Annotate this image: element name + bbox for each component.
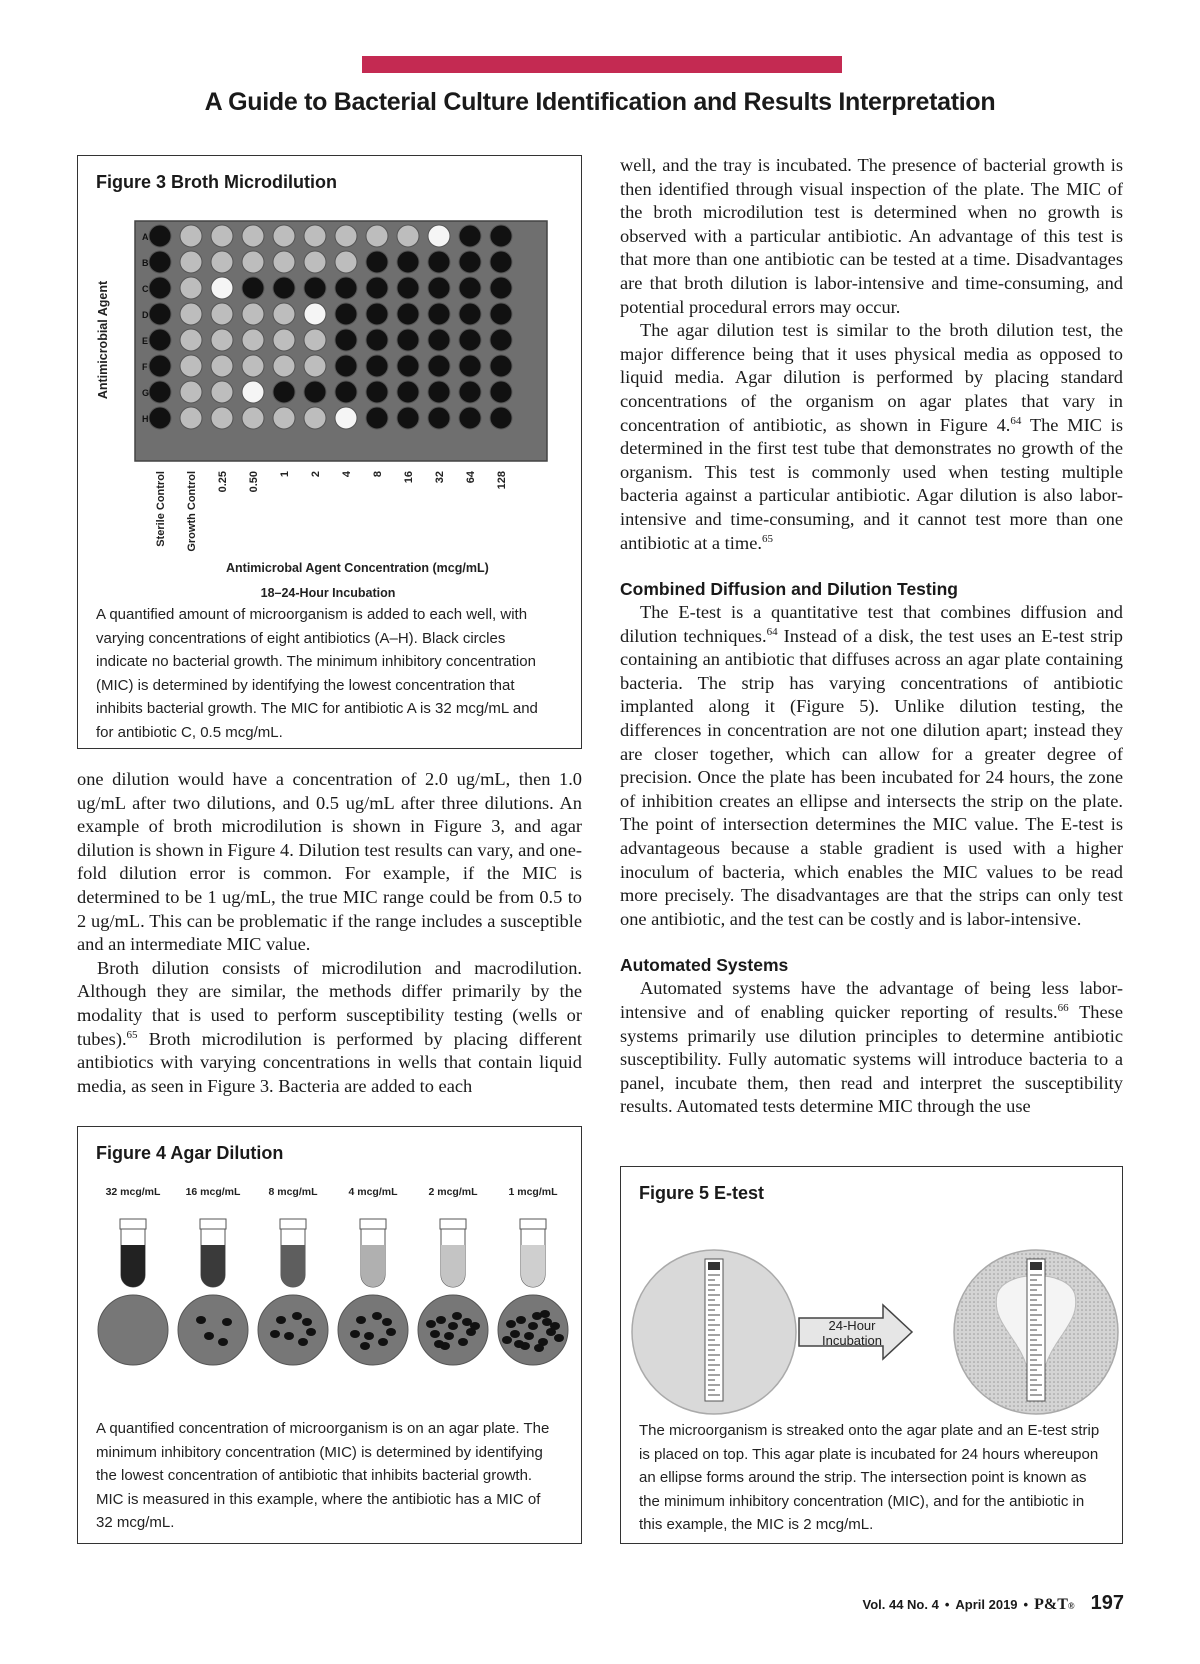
figure-3-caption: A quantified amount of microorganism is added to each well, with varying concentrations of eight antibiotics (A–H). Black circles indicate no bacterial growth. The minimum inhibitory concentration (MIC) is determined by identifying the lowest concentration that inhibits bacterial growth. The MIC for antibiotic A is 32 mcg/mL and for antibiotic C, 0.5 mcg/mL. <box>96 606 538 741</box>
reference: 64 <box>766 625 778 638</box>
reference: 64 <box>1010 414 1022 427</box>
reference: 65 <box>126 1028 138 1041</box>
well <box>242 277 264 299</box>
colony <box>356 1316 366 1324</box>
well <box>397 381 419 403</box>
well <box>304 225 326 247</box>
paragraph: Broth dilution consists of microdilution and macrodilution. Although they are similar, the methods differ primarily by the modality that is used to perform susceptibility testing (wells or tubes).$^{65}$ Broth microdilution is performed by placing different antibiotics with varying concentrations in wells that contain liquid media, as seen in Figure 3. Bacteria are added to each <box>77 957 582 1096</box>
page-title: A Guide to Bacterial Culture Identification and Results Interpretation <box>204 88 996 116</box>
well <box>242 381 264 403</box>
colony <box>298 1338 308 1346</box>
tube-liquid <box>121 1245 145 1287</box>
incubation-label: 18–24-Hour Incubation <box>260 586 396 600</box>
row-label: D <box>142 310 149 320</box>
well <box>180 381 202 403</box>
section-heading: Combined Diffusion and Dilution Testing <box>620 579 958 600</box>
well <box>304 251 326 273</box>
tube-liquid <box>361 1245 385 1287</box>
footer-separator: • <box>944 1597 950 1612</box>
well <box>366 407 388 429</box>
section-heading: Automated Systems <box>620 955 789 976</box>
colony <box>444 1332 454 1340</box>
well <box>428 225 450 247</box>
well <box>149 303 171 325</box>
well <box>273 277 295 299</box>
well <box>211 225 233 247</box>
tube-cap <box>520 1219 546 1229</box>
figure-5-box <box>620 1166 1123 1544</box>
column-label: 1 <box>279 471 291 478</box>
colony <box>350 1330 360 1338</box>
well <box>335 407 357 429</box>
well <box>242 251 264 273</box>
well <box>180 277 202 299</box>
colony <box>436 1316 446 1324</box>
well <box>459 251 481 273</box>
well <box>366 251 388 273</box>
row-label: C <box>142 284 149 294</box>
well <box>335 381 357 403</box>
colony <box>534 1344 544 1352</box>
well <box>397 355 419 377</box>
colony <box>516 1316 526 1324</box>
paragraph: one dilution would have a concentration of 2.0 ug/mL, then 1.0 ug/mL after two dilutions, and 0.5 ug/mL after three dilutions. An example of broth microdilution is shown in Figure 3, and agar dilution is shown in Figure 4. Dilution test results can vary, and one-fold dilution error is common. For example, if the MIC is determined to be 1 ug/mL, the true MIC range could be from 0.5 to 2 ug/mL. This can be problematic if the range includes a susceptible and an intermediate MIC value. <box>77 769 582 955</box>
well <box>397 329 419 351</box>
colony <box>364 1332 374 1340</box>
well <box>149 251 171 273</box>
well <box>335 303 357 325</box>
well <box>273 407 295 429</box>
column-label: 2 <box>310 471 322 478</box>
well <box>428 381 450 403</box>
strip-label-icon <box>708 1262 720 1270</box>
well <box>273 381 295 403</box>
column-label: 0.50 <box>248 471 260 493</box>
column-label: 128 <box>496 471 508 490</box>
colony <box>550 1322 560 1330</box>
colony <box>270 1330 280 1338</box>
well <box>459 355 481 377</box>
well <box>180 225 202 247</box>
well <box>428 355 450 377</box>
well <box>273 251 295 273</box>
well <box>428 251 450 273</box>
well <box>242 225 264 247</box>
footer-separator: • <box>1023 1597 1029 1612</box>
well <box>304 381 326 403</box>
tube-cap <box>360 1219 386 1229</box>
tube-cap <box>440 1219 466 1229</box>
tube-liquid <box>281 1245 305 1287</box>
colony <box>502 1336 512 1344</box>
paragraph: The E-test is a quantitative test that combines diffusion and dilution techniques.$^{64}$ Instead of a disk, the test uses an E-test strip containing an antibiotic that diffuses across an agar plate containing bacteria. The strip has varying concentrations of antibiotic implanted along it (Figure 5). Unlike dilution testing, the differences in concentration are not one dilution apart; instead they are closer together, which can allow for a greater degree of precision. Once the plate has been incubated for 24 hours, the zone of inhibition creates an ellipse and intersects the strip on the plate. The point of intersection determines the MIC value. The E-test is advantageous because a stable gradient is used with a higher inoculum of bacteria, which enables the MIC values to be read more precisely. The disadvantages are that the strips can only test one antibiotic, and the test can be costly and is labor-intensive. <box>620 602 1123 929</box>
figure-5-diagram <box>621 1217 1124 1417</box>
figure-4-caption: A quantified concentration of microorganism is on an agar plate. The minimum inhibitory concentration (MIC) is determined by identifying the lowest concentration of antibiotic that inhibits bacterial growth. MIC is measured in this example, where the antibiotic has a MIC of 32 mcg/mL. <box>96 1420 550 1531</box>
well <box>304 303 326 325</box>
colony <box>302 1318 312 1326</box>
well <box>242 303 264 325</box>
well <box>490 277 512 299</box>
colony <box>524 1332 534 1340</box>
row-label: A <box>142 232 149 242</box>
colony <box>204 1332 214 1340</box>
colony <box>470 1322 480 1330</box>
colony <box>284 1332 294 1340</box>
tube-cap <box>280 1219 306 1229</box>
colony <box>306 1328 316 1336</box>
well <box>459 303 481 325</box>
colony <box>218 1338 228 1346</box>
colony <box>448 1322 458 1330</box>
well <box>149 381 171 403</box>
well <box>180 329 202 351</box>
well <box>428 329 450 351</box>
page-number: 197 <box>1090 1592 1124 1614</box>
figure-5-title: Figure 5 E-test <box>639 1183 765 1203</box>
column-label: 8 <box>372 471 384 478</box>
figure-5-caption: The microorganism is streaked onto the agar plate and an E-test strip is placed on top. This agar plate is incubated for 24 hours whereupon an ellipse forms around the strip. The intersection point is known as the minimum inhibitory concentration (MIC), and for the antibiotic in this example, the MIC is 2 mcg/mL. <box>639 1422 1100 1533</box>
agar-plate <box>178 1295 248 1365</box>
well <box>459 329 481 351</box>
row-label: E <box>142 336 149 346</box>
well <box>149 225 171 247</box>
colony <box>514 1340 524 1348</box>
well <box>211 407 233 429</box>
well <box>304 407 326 429</box>
y-axis-label: Antimicrobial Agent <box>96 280 110 400</box>
well <box>304 277 326 299</box>
well <box>366 381 388 403</box>
well <box>490 355 512 377</box>
tube-label: 1 mcg/mL <box>508 1186 558 1198</box>
colony <box>360 1342 370 1350</box>
well <box>273 355 295 377</box>
colony <box>458 1338 468 1346</box>
tube-liquid <box>441 1245 465 1287</box>
well <box>335 251 357 273</box>
footer-journal: P&T® <box>1034 1596 1075 1613</box>
well <box>397 303 419 325</box>
colony <box>378 1338 388 1346</box>
well <box>459 277 481 299</box>
arrow-label-line-2: Incubation <box>822 1333 882 1348</box>
well <box>180 303 202 325</box>
colony <box>292 1312 302 1320</box>
well <box>335 355 357 377</box>
well <box>397 277 419 299</box>
well <box>211 355 233 377</box>
well <box>397 407 419 429</box>
well <box>366 329 388 351</box>
colony <box>276 1316 286 1324</box>
well <box>428 407 450 429</box>
figure-3-box <box>77 155 582 749</box>
well <box>273 225 295 247</box>
well <box>149 277 171 299</box>
well <box>149 329 171 351</box>
well <box>211 381 233 403</box>
well <box>242 355 264 377</box>
well <box>273 329 295 351</box>
column-label: 32 <box>434 471 446 484</box>
arrow-label-line-1: 24-Hour <box>828 1318 876 1333</box>
well <box>149 355 171 377</box>
well <box>211 303 233 325</box>
well <box>335 225 357 247</box>
well <box>459 225 481 247</box>
strip-label-icon <box>1030 1262 1042 1270</box>
footer-date: April 2019 <box>955 1597 1018 1612</box>
well <box>490 225 512 247</box>
row-label: B <box>142 258 149 268</box>
well <box>180 355 202 377</box>
tube-label: 32 mcg/mL <box>105 1186 161 1198</box>
well <box>397 225 419 247</box>
row-label: G <box>142 388 150 398</box>
colony <box>382 1318 392 1326</box>
reference: 66 <box>1057 1001 1069 1014</box>
reference: 65 <box>761 532 773 545</box>
well <box>428 303 450 325</box>
well <box>490 303 512 325</box>
column-label: Sterile Control <box>155 471 167 547</box>
paragraph: The agar dilution test is similar to the broth dilution test, the major difference being that it uses physical media as opposed to liquid media. Agar dilution is performed by placing standard concentrations of the organism on agar plates that vary in concentration of antibiotic, as shown in Figure 4.64 The MIC is determined in the first test tube that demonstrates no growth of the organism. This test is commonly used when testing multiple bacteria against a particular antibiotic. Agar dilution is also labor-intensive and time-consuming, and it cannot test more than one antibiotic at a time.$^{65}$ <box>620 320 1124 553</box>
row-label: H <box>142 414 149 424</box>
tube-label: 16 mcg/mL <box>185 1186 241 1198</box>
tube-cap <box>120 1219 146 1229</box>
well <box>490 329 512 351</box>
column-label: 4 <box>341 471 353 478</box>
well <box>211 329 233 351</box>
x-axis-label: Antimicrobal Agent Concentration (mcg/mL) <box>226 561 489 575</box>
well <box>180 251 202 273</box>
figure-4-title: Figure 4 Agar Dilution <box>96 1143 284 1163</box>
tube-liquid <box>521 1245 545 1287</box>
well <box>304 355 326 377</box>
colony <box>540 1310 550 1318</box>
column-label: 16 <box>403 471 415 484</box>
figure-3-plate <box>78 208 583 648</box>
colony <box>528 1322 538 1330</box>
left-column <box>77 768 582 1098</box>
well <box>490 381 512 403</box>
well <box>273 303 295 325</box>
well <box>211 277 233 299</box>
colony <box>510 1330 520 1338</box>
well <box>335 277 357 299</box>
column-label: 0.25 <box>217 471 229 493</box>
colony <box>434 1340 444 1348</box>
figure-4-box <box>77 1126 582 1544</box>
right-column <box>620 154 1123 1119</box>
well <box>366 355 388 377</box>
well <box>397 251 419 273</box>
well <box>459 381 481 403</box>
well <box>366 277 388 299</box>
colony <box>506 1320 516 1328</box>
tube-liquid <box>201 1245 225 1287</box>
well <box>242 407 264 429</box>
agar-plate <box>258 1295 328 1365</box>
tube-label: 4 mcg/mL <box>348 1186 398 1198</box>
agar-plate <box>98 1295 168 1365</box>
well <box>490 251 512 273</box>
paragraph: Automated systems have the advantage of being less labor-intensive and of enabling quicker reporting of results.$^{66}$ These systems primarily use dilution principles to determine antibiotic susceptibility. Fully automatic systems will introduce bacteria to a panel, incubate them, then read and interpret the susceptibility results. Automated tests determine MIC through the use <box>620 978 1123 1117</box>
colony <box>196 1316 206 1324</box>
column-label: Growth Control <box>186 471 198 552</box>
footer-volume: Vol. 44 No. 4 <box>862 1597 939 1612</box>
well <box>180 407 202 429</box>
well <box>335 329 357 351</box>
column-label: 64 <box>465 471 477 484</box>
colony <box>222 1318 232 1326</box>
well <box>211 251 233 273</box>
page-footer <box>862 1592 1124 1615</box>
colony <box>372 1312 382 1320</box>
well <box>428 277 450 299</box>
row-label: F <box>142 362 148 372</box>
well <box>242 329 264 351</box>
figure-3-title: Figure 3 Broth Microdilution <box>96 172 337 192</box>
tube-label: 8 mcg/mL <box>268 1186 318 1198</box>
tube-label: 2 mcg/mL <box>428 1186 478 1198</box>
well <box>490 407 512 429</box>
paragraph: well, and the tray is incubated. The presence of bacterial growth is then identified through visual inspection of the plate. The MIC of the broth microdilution test is determined when no growth is observed with a particular antibiotic. An advantage of this test is that more than one antibiotic can be tested at a time. Disadvantages are that broth dilution is labor-intensive and time-consuming, and potential procedural errors may occur. <box>620 155 1123 317</box>
colony <box>426 1320 436 1328</box>
colony <box>452 1312 462 1320</box>
agar-plate <box>338 1295 408 1365</box>
colony <box>554 1334 564 1342</box>
well <box>459 407 481 429</box>
well <box>366 303 388 325</box>
colony <box>430 1330 440 1338</box>
well <box>304 329 326 351</box>
colony <box>386 1328 396 1336</box>
tube-cap <box>200 1219 226 1229</box>
figure-4-diagram <box>78 1183 583 1413</box>
well <box>366 225 388 247</box>
well <box>149 407 171 429</box>
header-accent-bar <box>362 56 842 73</box>
